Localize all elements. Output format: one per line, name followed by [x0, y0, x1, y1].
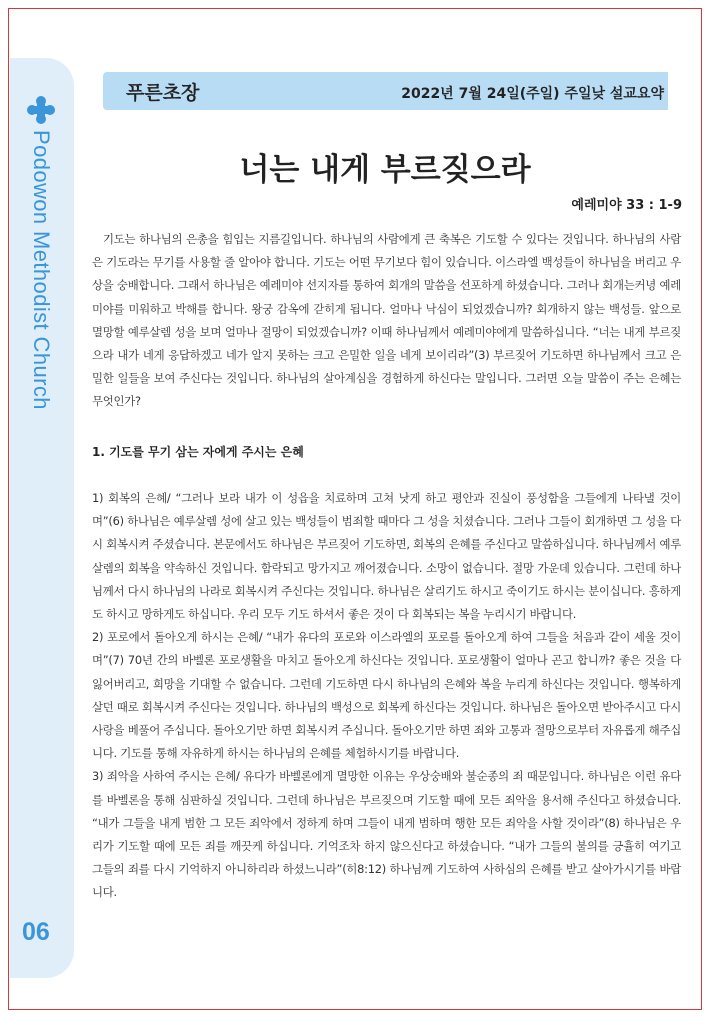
header-date: 2022년 7월 24일(주일) 주일낮 설교요약	[401, 86, 664, 102]
scripture-reference: 예레미야 33 : 1-9	[571, 198, 682, 213]
section-title: 푸른초장	[126, 82, 200, 104]
paragraph-forgiveness: 3) 죄악을 사하여 주시는 은혜/ 유다가 바벨론에게 멸망한 이유는 우상숭배와 불순종의 죄 때문입니다. 하나님은 이런 유다를 바벨론을 통해 심판하실 것입니다. 그런데 하나님은 부르짖으며 기도할 때에 모든 죄악을 용서해 주신다고 하셨습니다. “내가 그들을 내게 범한 그 모든 죄악에서 정하게 하며 그들이 내게 범하며 행한 모든 죄악을 사할 것이라”(8) 하나님은 우리가 기도할 때에 모든 죄를 깨끗케 하십니다. 기억조차 하지 않으신다고 하셨습니다. “내가 그들의 불의를 긍휼히 여기고 그들의 죄를 다시 기억하지 아니하리라 하셨느니라”(히8:12) 하나님께 기도하여 사하심의 은혜를 받고 살아가시기를 바랍니다.	[92, 769, 681, 900]
section-body	[92, 487, 681, 905]
sermon-title: 너는 내게 부르짖으라	[239, 152, 531, 188]
section-heading: 1. 기도를 무기 삼는 자에게 주시는 은혜	[92, 445, 304, 459]
intro-paragraph: 기도는 하나님의 은총을 힘입는 지름길입니다. 하나님의 사람에게 큰 축복은 기도할 수 있다는 것입니다. 하나님의 사람은 기도라는 무기를 사용할 줄 알아야 합니다. 기도는 어떤 무기보다 힘이 있습니다. 이스라엘 백성들이 하나님을 버리고 우상을 숭배합니다. 그래서 하나님은 예레미야 선지자를 통하여 회개의 말씀을 선포하게 하셨습니다. 그러나 회개는커녕 예레미야를 미워하고 박해를 합니다. 왕궁 감옥에 갇히게 됩니다. 얼마나 낙심이 되었겠습니까? 회개하지 않는 백성들. 앞으로 멸망할 예루살렘 성을 보며 얼마나 절망이 되었겠습니까? 이때 하나님께서 예레미야에게 말씀하십니다. “너는 내게 부르짖으라 내가 네게 응답하겠고 네가 알지 못하는 크고 은밀한 일을 네게 보이리라”(3) 부르짖어 기도하면 하나님께서 크고 은밀한 일들을 보여 주신다는 것입니다. 하나님의 살아계심을 경험하게 하신다는 말입니다. 그러면 오늘 말씀이 주는 은혜는 무엇인가?	[92, 232, 681, 409]
church-name: Podowon Methodist Church	[29, 130, 54, 410]
paragraph-restoration: 1) 회복의 은혜/ “그러나 보라 내가 이 성읍을 치료하며 고쳐 낫게 하고 평안과 진실이 풍성함을 그들에게 나타낼 것이며”(6) 하나님은 예루살렘 성에 살고 있는 백성들이 범죄할 때마다 그 성을 치셨습니다. 그러나 그들이 회개하면 그 성을 다시 회복시켜 주셨습니다. 본문에서도 하나님은 부르짖어 기도하면, 회복의 은혜를 주신다고 말씀하십니다. 하나님께서 예루살렘의 회복을 약속하신 것입니다. 함락되고 망가지고 깨어졌습니다. 소망이 없습니다. 절망 가운데 있습니다. 그런데 하나님께서 다시 하나님의 나라로 회복시켜 주신다는 것입니다. 하나님은 살리기도 하시고 죽이기도 하시는 분이십니다. 흥하게도 하시고 망하게도 하십니다. 우리 모두 기도 하셔서 좋은 것이 다 회복되는 복을 누리시기 바랍니다.	[92, 491, 681, 622]
page-number: 06	[22, 918, 50, 946]
paragraph-return-from-captivity: 2) 포로에서 돌아오게 하시는 은혜/ “내가 유다의 포로와 이스라엘의 포로를 돌아오게 하여 그들을 처음과 같이 세울 것이며”(7) 70년 간의 바벨론 포로생활을 마치고 돌아오게 하신다는 것입니다. 포로생활이 얼마나 곤고 합니까? 좋은 것을 다 잃어버리고, 희망을 기대할 수 없습니다. 그런데 기도하면 다시 하나님의 은혜와 복을 누리게 하신다는 것입니다. 행복하게 살던 때로 회복시켜 주신다는 것입니다. 하나님의 백성으로 회복케 하신다는 것입니다. 하나님은 돌아오면 받아주시고 다시 사랑을 베풀어 주십니다. 돌아오기만 하면 회복시켜 주십니다. 돌아오기만 하면 죄와 고통과 절망으로부터 자유롭게 해주십니다. 기도를 통해 자유하게 하시는 하나님의 은혜를 체험하시기를 바랍니다.	[92, 630, 681, 761]
cross-icon	[27, 96, 55, 124]
